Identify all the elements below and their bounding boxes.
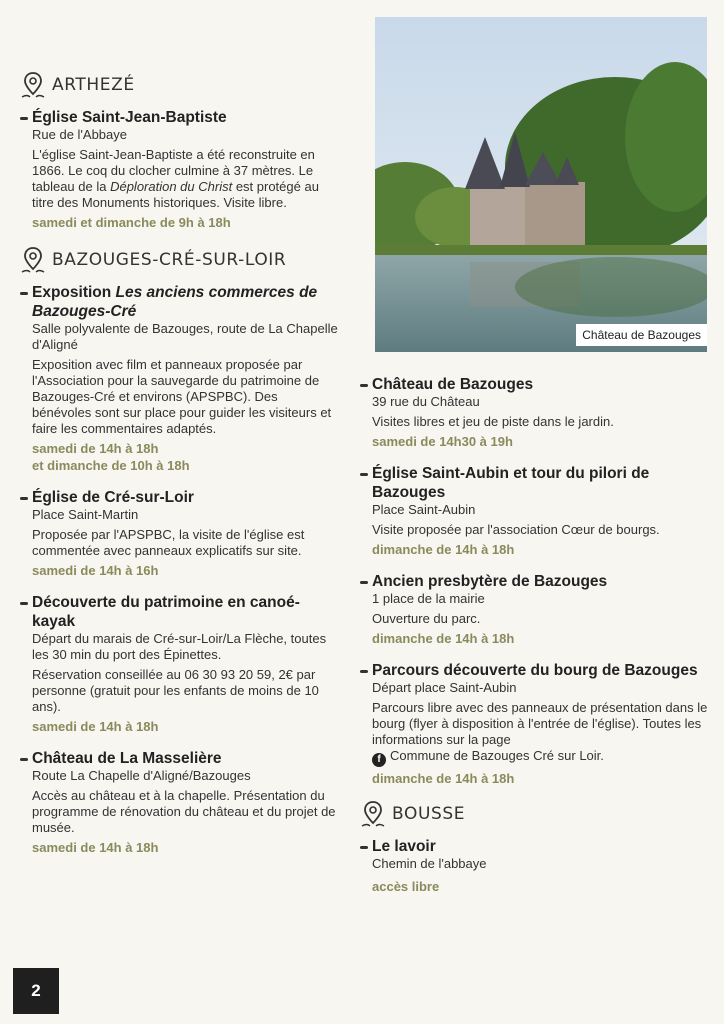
facebook-icon: f xyxy=(372,753,386,767)
dash-bullet-icon xyxy=(360,473,368,476)
entry-title xyxy=(20,108,340,127)
entry-description: Parcours libre avec des panneaux de présentation dans le bourg (flyer à disposition à l'entrée de l'église). Toutes les informations sur la page xyxy=(372,700,708,747)
right-column xyxy=(360,375,710,909)
entry-exposition xyxy=(20,283,340,474)
chateau-photo xyxy=(375,17,707,352)
location-header-artheze xyxy=(20,70,340,100)
entry-address: Salle polyvalente de Bazouges, route de La Chapelle d'Aligné xyxy=(32,321,338,352)
dash-bullet-icon xyxy=(360,846,368,849)
entry-address: Route La Chapelle d'Aligné/Bazouges xyxy=(32,768,251,783)
entry-title xyxy=(360,661,710,680)
dash-bullet-icon xyxy=(20,117,28,120)
entry-title-text: Découverte du patrimoine en canoé-kayak xyxy=(32,594,300,630)
entry-address: 1 place de la mairie xyxy=(372,591,485,606)
entry-le-lavoir xyxy=(360,837,710,895)
entry-description xyxy=(32,147,340,211)
location-name: BOUSSE xyxy=(392,804,466,824)
entry-eglise-saint-jean-baptiste xyxy=(20,108,340,231)
dash-bullet-icon xyxy=(20,497,28,500)
entry-description: Accès au château et à la chapelle. Présentation du programme de rénovation du château et du projet de musée. xyxy=(32,788,336,835)
entry-address: Départ du marais de Cré-sur-Loir/La Flèche, toutes les 30 min du port des Épinettes. xyxy=(32,631,327,662)
page-number: 2 xyxy=(13,968,59,1014)
entry-eglise-saint-aubin xyxy=(360,464,710,558)
entry-title-text: Église de Cré-sur-Loir xyxy=(32,489,194,506)
entry-time: samedi de 14h30 à 19h xyxy=(372,434,513,449)
entry-time: et dimanche de 10h à 18h xyxy=(32,458,190,473)
entry-title-text: Le lavoir xyxy=(372,838,436,855)
entry-chateau-masseliere xyxy=(20,749,340,856)
photo-caption: Château de Bazouges xyxy=(576,324,707,346)
map-pin-icon xyxy=(20,245,46,275)
dash-bullet-icon xyxy=(20,292,28,295)
entry-title xyxy=(20,283,340,321)
entry-description: Réservation conseillée au 06 30 93 20 59, 2€ par personne (gratuit pour les enfants de moins de 10 ans). xyxy=(32,667,319,714)
chateau-image xyxy=(375,17,707,352)
entry-title-text: Château de La Masselière xyxy=(32,750,222,767)
desc-part: L'église Saint-Jean-Baptiste a été reconstruite en 1866. Le coq du clocher culmine à 37 mètres. Le tableau de la xyxy=(32,147,315,194)
entry-time: dimanche de 14h à 18h xyxy=(372,631,515,646)
entry-time: dimanche de 14h à 18h xyxy=(372,771,515,786)
entry-address: Départ place Saint-Aubin xyxy=(372,680,517,695)
title-italic: Les anciens commerces de Bazouges-Cré xyxy=(32,284,318,320)
entry-title-text: Église Saint-Aubin et tour du pilori de Bazouges xyxy=(372,465,650,501)
entry-canoe-kayak xyxy=(20,593,340,735)
map-pin-icon xyxy=(20,70,46,100)
entry-title-text: Église Saint-Jean-Baptiste xyxy=(32,109,227,126)
location-header-bousse xyxy=(360,799,710,829)
entry-parcours-decouverte xyxy=(360,661,710,787)
entry-eglise-cre-sur-loir xyxy=(20,488,340,579)
entry-title xyxy=(360,464,710,502)
dash-bullet-icon xyxy=(20,758,28,761)
entry-title xyxy=(360,837,710,856)
dash-bullet-icon xyxy=(360,581,368,584)
desc-italic: Déploration du Christ xyxy=(110,179,233,194)
entry-ancien-presbytere xyxy=(360,572,710,647)
entry-address: Chemin de l'abbaye xyxy=(372,856,487,871)
entry-description: Exposition avec film et panneaux proposée par l'Association pour la sauvegarde du patrimoine de Bazouges-Cré et environs (APSPBC). Des bénévoles sont sur place pour guider les visiteurs et faire les commentaires adaptés. xyxy=(32,357,332,436)
left-column xyxy=(20,70,340,870)
entry-title xyxy=(360,375,710,394)
entry-chateau-bazouges xyxy=(360,375,710,450)
entry-address: 39 rue du Château xyxy=(372,394,480,409)
entry-title-text: Parcours découverte du bourg de Bazouges xyxy=(372,662,698,679)
entry-description: Visite proposée par l'association Cœur de bourgs. xyxy=(372,522,660,537)
location-header-bazouges xyxy=(20,245,340,275)
entry-time: accès libre xyxy=(372,879,440,894)
entry-title xyxy=(20,593,340,631)
location-name: ARTHEZÉ xyxy=(52,75,135,95)
entry-title xyxy=(20,488,340,507)
desc-part: est protégé au titre des Monuments historiques. Visite libre. xyxy=(32,179,319,210)
entry-time: samedi de 14h à 18h xyxy=(32,719,159,734)
entry-address: Place Saint-Aubin xyxy=(372,502,476,517)
facebook-line xyxy=(372,748,710,767)
location-name: BAZOUGES-CRÉ-SUR-LOIR xyxy=(52,250,287,270)
dash-bullet-icon xyxy=(360,670,368,673)
dash-bullet-icon xyxy=(360,384,368,387)
entry-title xyxy=(360,572,710,591)
entry-time: dimanche de 14h à 18h xyxy=(372,542,515,557)
entry-time: samedi de 14h à 18h xyxy=(32,441,159,456)
dash-bullet-icon xyxy=(20,602,28,605)
entry-address: Rue de l'Abbaye xyxy=(32,127,127,142)
entry-title xyxy=(20,749,340,768)
title-part: Exposition xyxy=(32,284,116,301)
entry-title-text: Château de Bazouges xyxy=(372,376,534,393)
entry-description: Visites libres et jeu de piste dans le jardin. xyxy=(372,414,614,429)
entry-title-text: Ancien presbytère de Bazouges xyxy=(372,573,608,590)
entry-description: Proposée par l'APSPBC, la visite de l'église est commentée avec panneaux explicatifs sur site. xyxy=(32,527,305,558)
entry-time: samedi de 14h à 16h xyxy=(32,563,159,578)
entry-title-text xyxy=(32,283,340,321)
entry-description: Ouverture du parc. xyxy=(372,611,481,626)
entry-time: samedi et dimanche de 9h à 18h xyxy=(32,215,231,230)
entry-time: samedi de 14h à 18h xyxy=(32,840,159,855)
map-pin-icon xyxy=(360,799,386,829)
facebook-page-text[interactable]: Commune de Bazouges Cré sur Loir. xyxy=(390,748,604,763)
entry-address: Place Saint-Martin xyxy=(32,507,139,522)
